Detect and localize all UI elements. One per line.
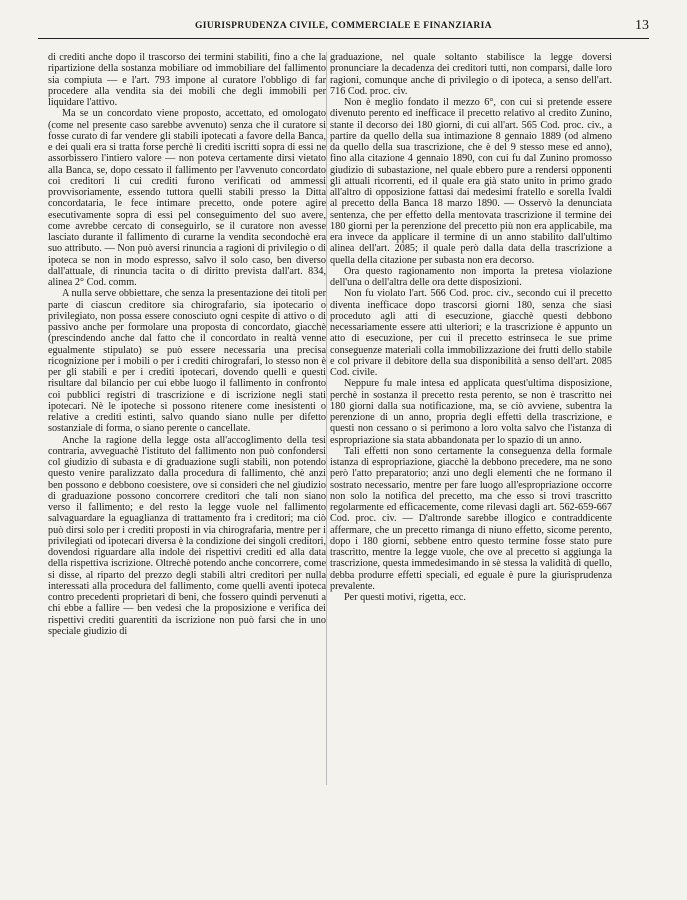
left-column bbox=[48, 52, 326, 637]
paragraph: A nulla serve obbiettare, che senza la presentazione dei titoli per parte di ciascun creditore sia chirografario, sia ipotecario o privilegiato, non possa essere conosciuto ogni cespite di attivo o di passivo anche per formolare una proposta di concordato, giacchè (prescindendo anche dal fatto che il concordato in realtà venne egualmente stipulato) se può essere necessaria una precisa ricognizione per i mobili o per i crediti chirografari, lo stesso non è per gli stabili e per i crediti ipotecari, dovendo quelli e questi risultare dal bilancio per cui ebbe luogo il fallimento in confronto coi pubblici registri di trascrizione e di iscrizione negli stati ipotecari. Nè le ipoteche si possono ritenere come inesistenti o relative a crediti estinti, salvo quando siano nulle per difetto sostanziale di forma, o siano perente o cancellate. bbox=[48, 288, 326, 435]
running-header bbox=[38, 18, 649, 39]
paragraph: graduazione, nel quale soltanto stabilisce la legge doversi pronunciare la decadenza dei creditori tutti, non comparsi, dalle loro ragioni, comunque anche di privilegio o di ipoteca, a senso dell'art. 716 Cod. proc. civ. bbox=[330, 52, 612, 97]
page-number: 13 bbox=[635, 18, 649, 33]
paragraph: Neppure fu male intesa ed applicata quest'ultima disposizione, perchè in sostanza il precetto resta perento, se non è trascritto nei 180 giorni dalla sua notificazione, ma, se ciò avviene, subentra la perenzione di un anno, propria degli effetti della trascrizione, e questi non cessano o si perimono a loro volta salvo che l'istanza di espropriazione sia stata abbandonata per lo spazio di un anno. bbox=[330, 378, 612, 446]
paragraph: di crediti anche dopo il trascorso dei termini stabiliti, fino a che la ripartizione della sostanza mobiliare od immobiliare del fallimento sia compiuta — e l'art. 793 impone al curatore l'obbligo di far procedere alla vendita sia dei mobili che degli immobili per liquidare l'attivo. bbox=[48, 52, 326, 108]
paragraph: Non è meglio fondato il mezzo 6°, con cui si pretende essere divenuto perento ed inefficace il precetto relativo al credito Zunino, stante il decorso dei 180 giorni, di cui all'art. 565 Cod. proc. civ., a partire da quello della sua intimazione 8 gennaio 1889 (od almeno da quello della sua trascrizione, che è del 9 stesso mese ed anno), fino alla citazione 4 gennaio 1890, con cui fu dal Zunino promosso giudizio di subastazione, nel quale ebbero pure a rendersi opponenti gli attuali ricorrenti, ed il quale era già stato unito in primo grado all'altro di opposizione fattasi dai medesimi fratello e sorella Ivaldi al precetto della Banca 18 marzo 1890. — Osservò la denunciata sentenza, che per effetto della mentovata trascrizione il termine dei 180 giorni per la perenzione del precetto più non era applicabile, ma era invece da applicare il termine di un anno stabilito dall'ultimo alinea dell'art. 2085; il quale però dalla data della trascrizione a quella della citazione per subasta non era decorso. bbox=[330, 97, 612, 266]
paragraph: Anche la ragione della legge osta all'accoglimento della tesi contraria, avveguachè l'istituto del fallimento non può confondersi col giudizio di subasta e di graduazione sugli stabili, non potendo questo venire paralizzato dalla procedura di fallimento, chè anzi ben possono e debbono coesistere, ove si consideri che nel giudizio di graduazione possono concorrere creditori che tali non siano verso il fallimento; e del resto la legge vuole nel fallimento salvaguardare la eguaglianza di trattamento fra i creditori; ma ciò può dirsi solo per i crediti proposti in via chirografaria, mentre per i privilegiati od ipotecari diversa è la condizione dei singoli creditori, dovendosi riguardare alla indole dei rispettivi crediti ed alla data della rispettiva iscrizione. Oltrechè potendo anche concorrere, come si disse, al riparto del prezzo degli stabili altri creditori per nulla interessati alla procedura del fallimento, come quelli aventi ipoteca contro precedenti proprietari di beni, che fossero quindi pervenuti a chi ebbe a fallire — ben vedesi che la proposizione e verifica dei rispettivi crediti guarentiti da iscrizione non può farsi che in uno speciale giudizio di bbox=[48, 434, 326, 637]
column-divider bbox=[326, 52, 327, 785]
header-title: GIURISPRUDENZA CIVILE, COMMERCIALE E FINANZIARIA bbox=[194, 21, 493, 31]
paragraph: Ora questo ragionamento non importa la pretesa violazione dell'una o dell'altra delle ora dette disposizioni. bbox=[330, 265, 612, 288]
right-column bbox=[330, 52, 612, 603]
paragraph: Tali effetti non sono certamente la conseguenza della formale istanza di espropriazione, giacchè la debbono precedere, ma ne sono però l'atto preparatorio; anzi uno degli elementi che ne formano il sostrato necessario, mentre per fare luogo all'espropriazione occorre non solo la notifica del precetto, ma che esso si trovi trascritto regolarmente ed efficacemente, come rilevasi dagli art. 562-659-667 Cod. proc. civ. — D'altronde sarebbe illogico e contraddicente affermare, che un precetto rimanga di niuno effetto, sicome perento, dopo i 180 giorni, sebbene entro questo termine fosse stato pure trascritto, mentre la legge vuole, che ove al precetto si aggiunga la trascrizione, questa immedesimando in sè stessa la validità di quello, debba produrre effetti speciali, ed eguale è pure la giurisprudenza prevalente. bbox=[330, 445, 612, 592]
paragraph: Ma se un concordato viene proposto, accettato, ed omologato (come nel presente caso sarebbe avvenuto) senza che il curatore si fosse curato di far vendere gli stabili ipotecati a favore della Banca, e dei quali era si tratta forse perchè li crediti iscritti sopra di essi ne assorbissero l'intiero valore — non poteva certamente dirsi vietato alla Banca, se, dopo cessato il fallimento per l'avvenuto concordato coi creditori li cui crediti furono verificati od ammessi provvisoriamente, essendo tuttora quelli stabili presso la Ditta concordataria, le fece intimare precetto, onde potere agire esecutivamente sopra di essi pel conseguimento del suo avere, come avrebbe cercato di conseguirlo, se il curatore non avesse lasciato durante il fallimento di curarne la vendita secondochè era suo attributo. — Non può aversi rinuncia a ragioni di privilegio o di ipoteca se non in modo espresso, salvo il solo caso, ben diverso dall'attuale, di rinuncia tacita o di diritto prevista dall'art. 834, alinea 2° Cod. comm. bbox=[48, 108, 326, 288]
paragraph: Per questi motivi, rigetta, ecc. bbox=[344, 592, 466, 603]
paragraph: Non fu violato l'art. 566 Cod. proc. civ., secondo cui il precetto diventa inefficace dopo trascorsi giorni 180, senza che siasi proceduto agli atti di esecuzione, giacchè questi debbono necessariamente essere atti ulteriori; e la trascrizione è appunto un atto di esecuzione, per cui il precetto estrinseca le sue prime conseguenze materiali colla immobilizzazione dei frutti dello stabile e col privare il debitore della sua disponibilità a senso dell'art. 2085 Cod. civile. bbox=[330, 288, 612, 378]
